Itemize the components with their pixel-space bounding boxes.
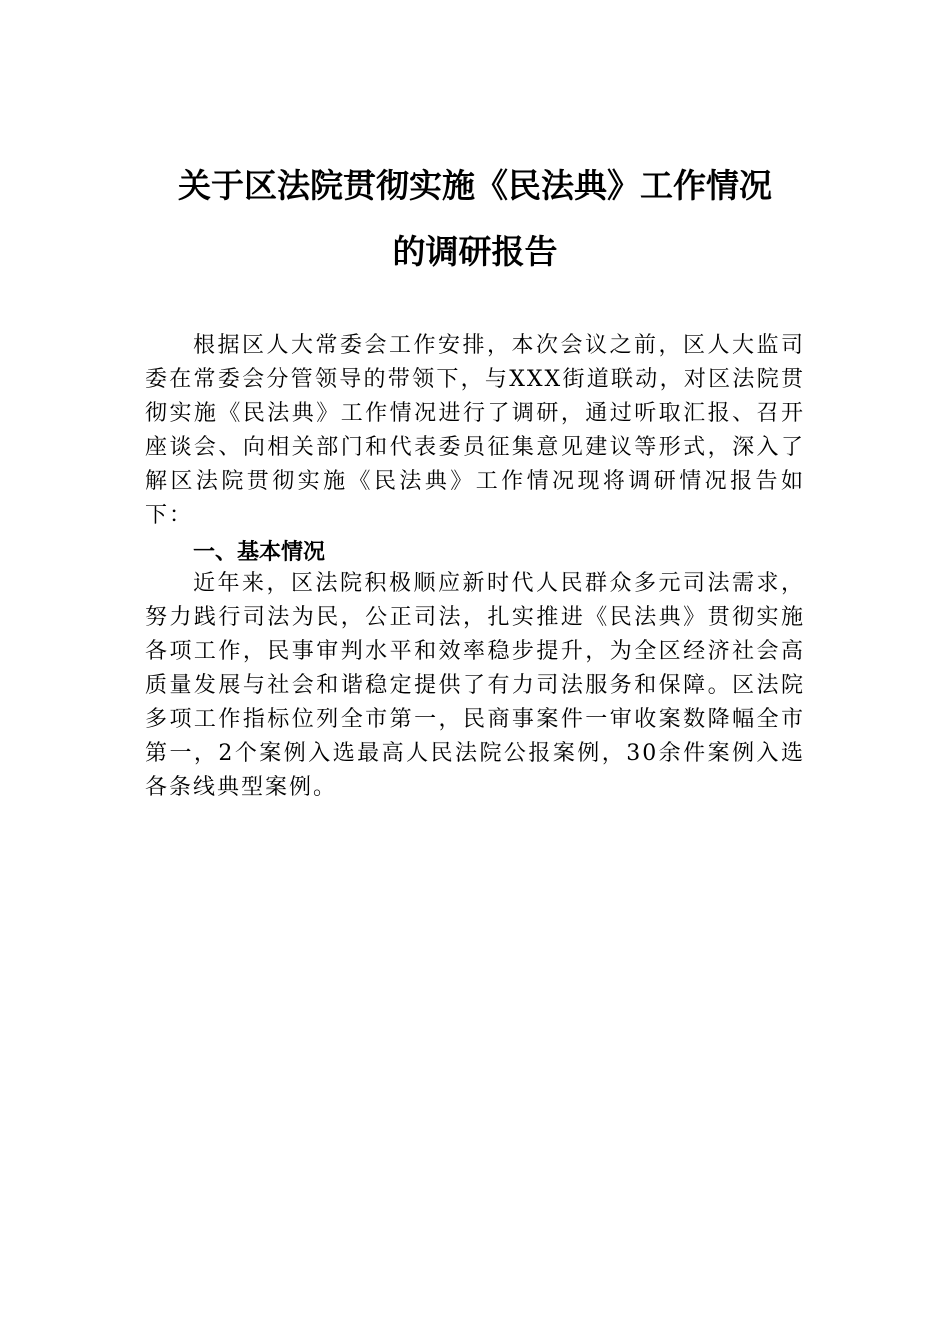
document-title-line-1: 关于区法院贯彻实施《民法典》工作情况: [178, 166, 772, 205]
section-heading-basic-situation: 一、基本情况: [193, 540, 326, 565]
basic-situation-paragraph: 近年来，区法院积极顺应新时代人民群众多元司法需求，努力践行司法为民，公正司法，扎实推进《民法典》贯彻实施各项工作，民事审判水平和效率稳步提升，为全区经济社会高质量发展与社会和谐稳定提供了有力司法服务和保障。区法院多项工作指标位列全市第一，民商事案件一审收案数降幅全市第一，2个案例入选最高人民法院公报案例，30余件案例入选各条线典型案例。: [145, 571, 805, 800]
document-title-line-2: 的调研报告: [392, 232, 558, 271]
intro-paragraph: 根据区人大常委会工作安排，本次会议之前，区人大监司委在常委会分管领导的带领下，与XXX街道联动，对区法院贯彻实施《民法典》工作情况进行了调研，通过听取汇报、召开座谈会、向相关部门和代表委员征集意见建议等形式，深入了解区法院贯彻实施《民法典》工作情况现将调研情况报告如下：: [145, 333, 805, 528]
